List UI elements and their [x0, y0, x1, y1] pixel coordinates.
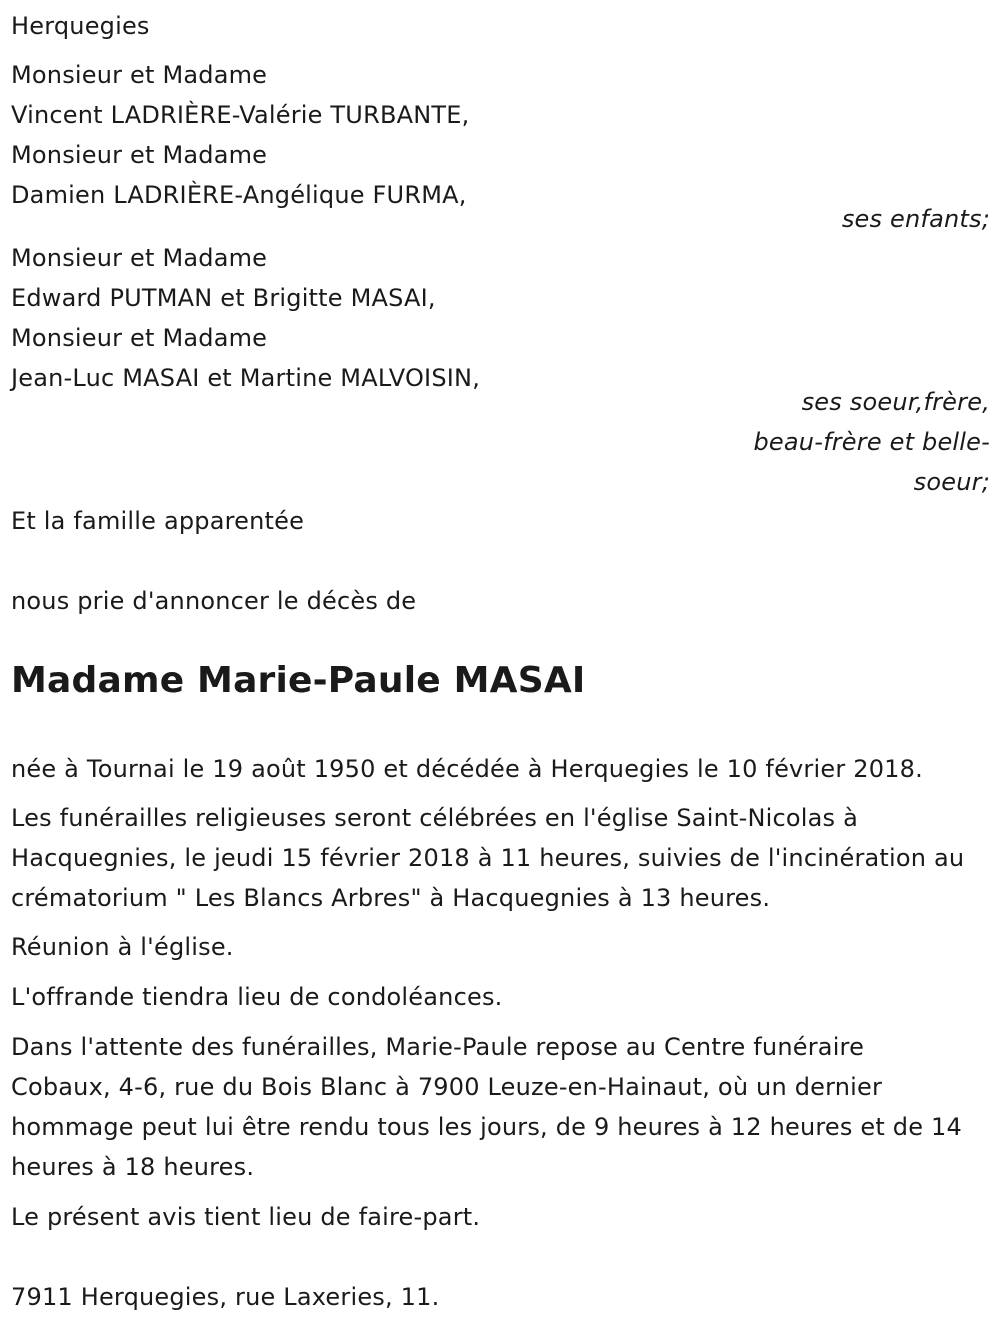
offering-paragraph: L'offrande tiendra lieu de condoléances.	[11, 983, 503, 1011]
siblings-line: Edward PUTMAN et Brigitte MASAI,	[11, 284, 436, 312]
siblings-relation: ses soeur,frère,	[801, 388, 990, 416]
children-relation: ses enfants;	[841, 205, 990, 233]
children-line: Vincent LADRIÈRE-Valérie TURBANTE,	[11, 101, 470, 129]
funeral-paragraph: Les funérailles religieuses seront célébrées en l'église Saint-Nicolas à Hacquegnies, le jeudi 15 février 2018 à 11 heures, suivies de l'incinération au crématorium " Les Blancs Arbres" à Hacquegnies à 13 heures.	[11, 804, 965, 912]
children-line: Monsieur et Madame	[11, 61, 268, 89]
family-line: Et la famille apparentée	[11, 507, 305, 535]
deceased-name: Madame Marie-Paule MASAI	[11, 660, 586, 701]
siblings-line: Monsieur et Madame	[11, 324, 268, 352]
children-line: Monsieur et Madame	[11, 141, 268, 169]
reunion-paragraph: Réunion à l'église.	[11, 933, 234, 961]
siblings-relation: soeur;	[913, 468, 990, 496]
notice-paragraph: Le présent avis tient lieu de faire-part.	[11, 1203, 481, 1231]
birth-death-paragraph: née à Tournai le 19 août 1950 et décédée à Herquegies le 10 février 2018.	[11, 755, 923, 783]
siblings-line: Monsieur et Madame	[11, 244, 268, 272]
siblings-relation: beau-frère et belle-	[753, 428, 990, 456]
siblings-line: Jean-Luc MASAI et Martine MALVOISIN,	[11, 364, 481, 392]
announce-line: nous prie d'annoncer le décès de	[11, 587, 417, 615]
viewing-paragraph: Dans l'attente des funérailles, Marie-Paule repose au Centre funéraire Cobaux, 4-6, rue du Bois Blanc à 7900 Leuze-en-Hainaut, où un dernier hommage peut lui être rendu tous les jours, de 9 heures à 12 heures et de 14 heures à 18 heures.	[11, 1033, 962, 1181]
children-line: Damien LADRIÈRE-Angélique FURMA,	[11, 181, 467, 209]
location-header: Herquegies	[11, 12, 150, 40]
address: 7911 Herquegies, rue Laxeries, 11.	[11, 1283, 440, 1311]
